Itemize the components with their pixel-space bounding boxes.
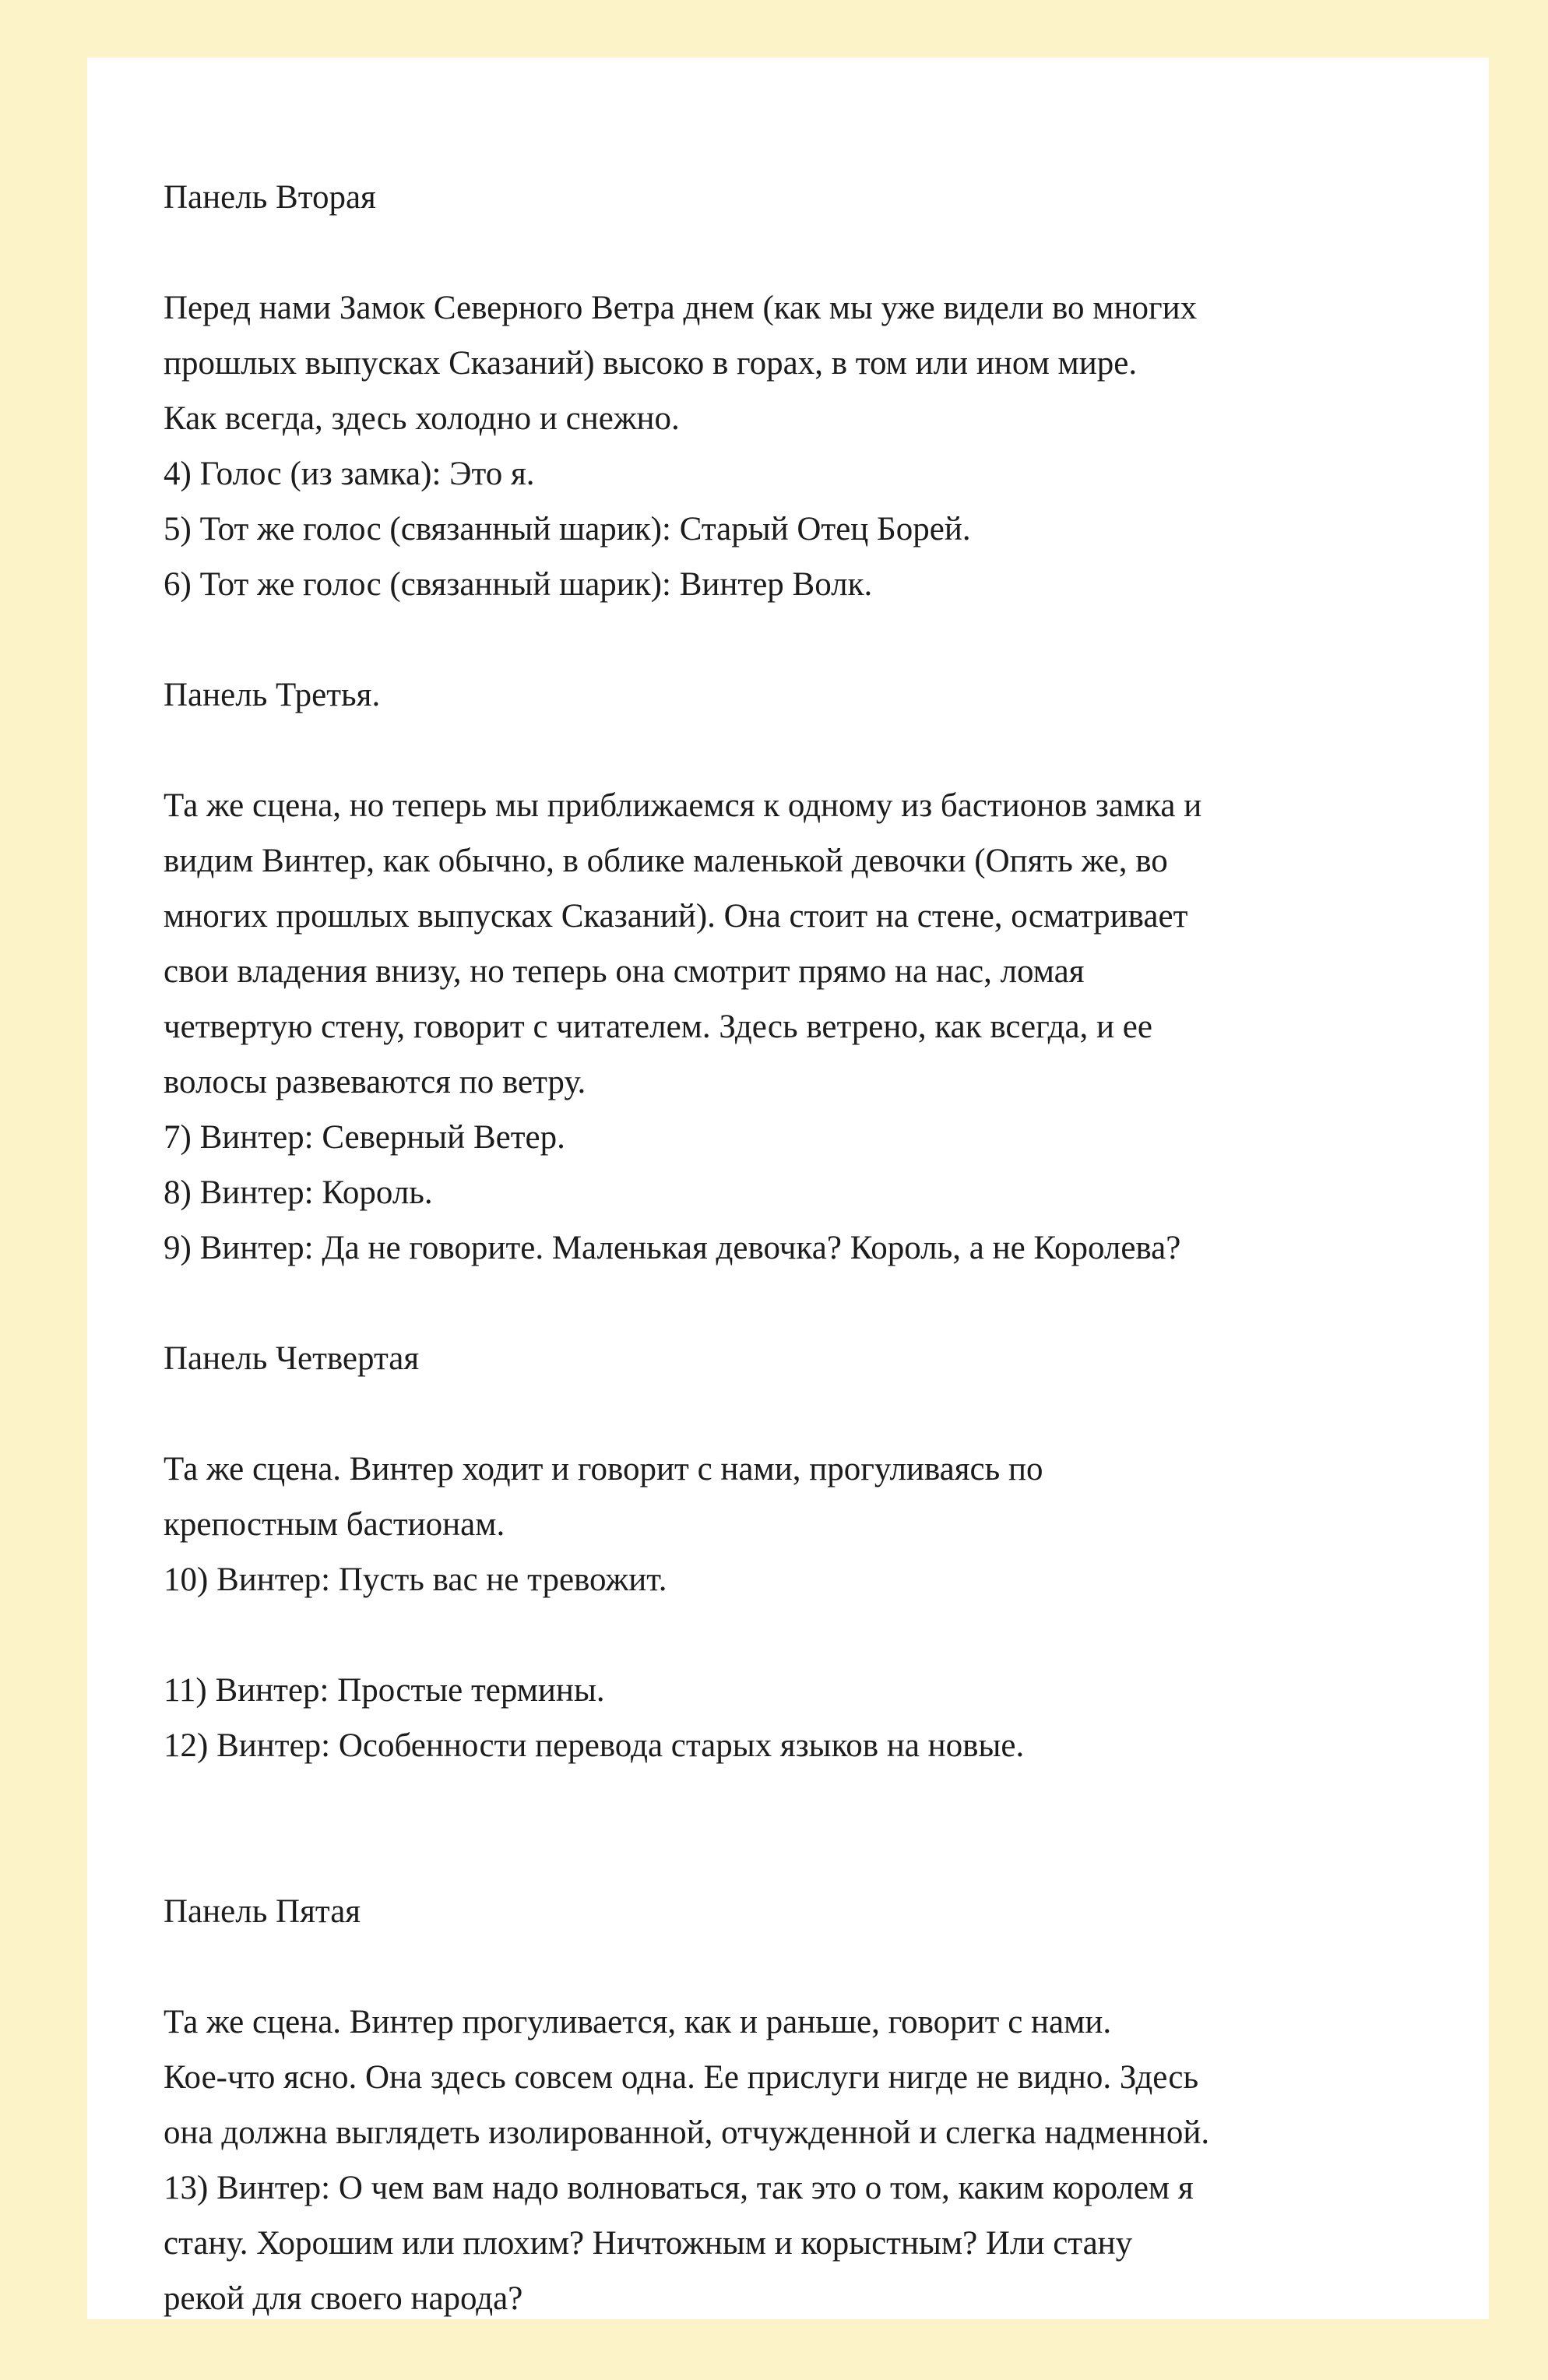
blank-line (164, 1773, 1472, 1829)
text-line: многих прошлых выпусках Сказаний). Она стоит на стене, осматривает (164, 898, 1188, 935)
text-line: 12) Винтер: Особенности перевода старых языков на новые. (164, 1727, 1025, 1764)
text-line: Кое-что ясно. Она здесь совсем одна. Ее прислуги нигде не видно. Здесь (164, 2059, 1199, 2096)
blank-line (164, 225, 1472, 280)
text-line: крепостным бастионам. (164, 1506, 505, 1543)
document-page (87, 58, 1489, 2319)
text-line: 8) Винтер: Король. (164, 1174, 433, 1211)
blank-line (164, 1607, 1472, 1663)
text-line: четвертую стену, говорит с читателем. Здесь ветрено, как всегда, и ее (164, 1009, 1152, 1045)
text-line: волосы развеваются по ветру. (164, 1064, 586, 1100)
text-line: Панель Третья. (164, 677, 381, 713)
document-body (164, 170, 1472, 2326)
text-line: рекой для своего народа? (164, 2280, 523, 2317)
text-line: 9) Винтер: Да не говорите. Маленькая девочка? Король, а не Королева? (164, 1230, 1181, 1266)
text-line: Перед нами Замок Северного Ветра днем (как мы уже видели во многих (164, 290, 1198, 326)
blank-line (164, 1829, 1472, 1884)
text-line: Панель Пятая (164, 1893, 361, 1930)
text-line: она должна выглядеть изолированной, отчужденной и слегка надменной. (164, 2114, 1210, 2151)
text-line: 5) Тот же голос (связанный шарик): Старый Отец Борей. (164, 511, 971, 547)
text-line: свои владения внизу, но теперь она смотрит прямо на нас, ломая (164, 953, 1085, 990)
text-line: Та же сцена. Винтер прогуливается, как и раньше, говорит с нами. (164, 2004, 1112, 2040)
text-line: 4) Голос (из замка): Это я. (164, 456, 535, 492)
text-line: прошлых выпусках Сказаний) высоко в горах, в том или ином мире. (164, 345, 1138, 382)
text-line: Панель Четвертая (164, 1340, 420, 1377)
blank-line (164, 723, 1472, 778)
text-line: 7) Винтер: Северный Ветер. (164, 1119, 565, 1156)
text-line: Та же сцена, но теперь мы приближаемся к одному из бастионов замка и (164, 787, 1202, 824)
text-line: 13) Винтер: О чем вам надо волноваться, так это о том, каким королем я (164, 2170, 1194, 2206)
blank-line (164, 612, 1472, 667)
text-line: Панель Вторая (164, 179, 376, 216)
blank-line (164, 1939, 1472, 1994)
blank-line (164, 1276, 1472, 1331)
text-line: 11) Винтер: Простые термины. (164, 1672, 605, 1709)
text-line: Та же сцена. Винтер ходит и говорит с нами, прогуливаясь по (164, 1451, 1043, 1488)
blank-line (164, 1386, 1472, 1442)
text-line: Как всегда, здесь холодно и снежно. (164, 400, 680, 437)
text-line: стану. Хорошим или плохим? Ничтожным и корыстным? Или стану (164, 2225, 1133, 2262)
text-line: 10) Винтер: Пусть вас не тревожит. (164, 1561, 667, 1598)
text-line: 6) Тот же голос (связанный шарик): Винтер Волк. (164, 566, 873, 603)
text-line: видим Винтер, как обычно, в облике маленькой девочки (Опять же, во (164, 843, 1168, 879)
